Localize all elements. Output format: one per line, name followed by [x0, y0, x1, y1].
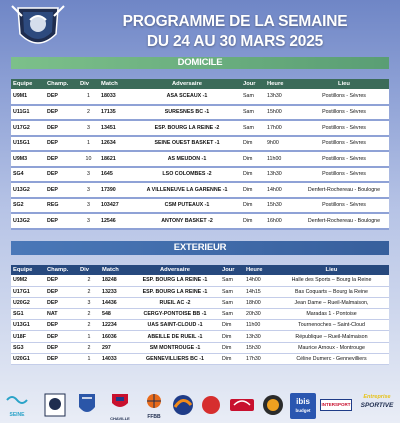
- away-cell-division: 2: [78, 309, 100, 320]
- away-cell-day: Sam: [220, 286, 244, 297]
- home-cell-opponent: ANTONY BASKET -2: [133, 213, 241, 229]
- home-cell-match-number: 17135: [99, 105, 133, 121]
- table-row: [11, 182, 389, 198]
- home-col-time: Heure: [265, 79, 299, 89]
- home-cell-division: 3: [78, 120, 99, 136]
- home-cell-team: SG4: [11, 167, 45, 183]
- home-cell-team: U9M1: [11, 89, 45, 105]
- table-row: [11, 151, 389, 167]
- away-cell-venue: Céline Dumerc - Gennevilliers: [274, 353, 389, 364]
- away-col-championship: Champ.: [45, 265, 78, 275]
- away-cell-championship: DEP: [45, 331, 78, 342]
- table-row: [11, 167, 389, 183]
- wave-icon: [6, 393, 28, 407]
- home-cell-venue: Postillons - Sèvres: [299, 198, 389, 214]
- away-cell-team: U20G2: [11, 297, 45, 308]
- away-cell-division: 2: [78, 320, 100, 331]
- home-cell-match-number: 18033: [99, 89, 133, 105]
- away-cell-opponent: CERGY-PONTOISE BB -1: [130, 309, 220, 320]
- intersport-logo: INTERSPORT: [320, 399, 352, 411]
- away-col-team: Equipe: [11, 265, 45, 275]
- table-row: [11, 198, 389, 214]
- table-row: [11, 136, 389, 152]
- away-cell-division: 2: [78, 286, 100, 297]
- home-cell-day: Sam: [241, 105, 265, 121]
- away-cell-match-number: 548: [100, 309, 130, 320]
- home-cell-match-number: 18621: [99, 151, 133, 167]
- away-cell-championship: DEP: [45, 297, 78, 308]
- away-cell-division: 1: [78, 331, 100, 342]
- away-cell-day: Dim: [220, 331, 244, 342]
- away-col-venue: Lieu: [274, 265, 389, 275]
- table-row: [11, 331, 389, 342]
- away-cell-day: Dim: [220, 353, 244, 364]
- home-cell-division: 1: [78, 89, 99, 105]
- away-col-time: Heure: [244, 265, 274, 275]
- away-cell-time: 11h00: [244, 320, 274, 331]
- home-cell-time: 14h00: [265, 182, 299, 198]
- basketball-icon: [142, 393, 166, 409]
- away-cell-time: 13h30: [244, 331, 274, 342]
- away-cell-venue: Maradas 1 - Pontoise: [274, 309, 389, 320]
- seine-logo: SEINE: [6, 393, 28, 417]
- home-cell-match-number: 12546: [99, 213, 133, 229]
- home-cell-championship: DEP: [45, 89, 78, 105]
- home-cell-division: 3: [78, 213, 99, 229]
- chaville-logo: CHAVILLE: [108, 393, 132, 417]
- away-cell-team: U18F: [11, 331, 45, 342]
- away-cell-venue: Maurice Arnoux - Montrouge: [274, 342, 389, 353]
- away-cell-opponent: GENNEVILLIERS BC -1: [130, 353, 220, 364]
- away-cell-venue: Bas Coquarts – Bourg la Reine: [274, 286, 389, 297]
- away-schedule-table: [11, 265, 389, 365]
- away-cell-championship: NAT: [45, 309, 78, 320]
- home-cell-time: 15h00: [265, 105, 299, 121]
- home-cell-team: U15G1: [11, 136, 45, 152]
- home-col-venue: Lieu: [299, 79, 389, 89]
- home-cell-day: Dim: [241, 151, 265, 167]
- away-cell-opponent: ABEILLE DE RUEIL -1: [130, 331, 220, 342]
- away-cell-opponent: ESP. BOURG LA REINE -1: [130, 275, 220, 286]
- round-badge-logo: [262, 393, 284, 417]
- away-cell-match-number: 14436: [100, 297, 130, 308]
- away-cell-match-number: 297: [100, 342, 130, 353]
- away-cell-championship: DEP: [45, 286, 78, 297]
- home-cell-venue: Denfert-Rochereau - Boulogne: [299, 213, 389, 229]
- away-cell-venue: Jean Dame – Rueil-Malmaison,: [274, 297, 389, 308]
- home-cell-time: 13h30: [265, 89, 299, 105]
- table-row: [11, 309, 389, 320]
- home-cell-time: 13h30: [265, 167, 299, 183]
- section-home-header: DOMICILE: [11, 57, 389, 69]
- home-cell-championship: DEP: [45, 105, 78, 121]
- home-col-opponent: Adversaire: [133, 79, 241, 89]
- home-cell-day: Dim: [241, 198, 265, 214]
- away-cell-division: 1: [78, 353, 100, 364]
- away-cell-day: Sam: [220, 309, 244, 320]
- away-cell-team: SG3: [11, 342, 45, 353]
- away-cell-team: SG1: [11, 309, 45, 320]
- away-table-header: [11, 265, 389, 275]
- home-cell-opponent: AS MEUDON -1: [133, 151, 241, 167]
- sportive-logo: Entreprise SPORTIVE: [360, 394, 394, 409]
- away-cell-match-number: 14033: [100, 353, 130, 364]
- home-cell-division: 3: [78, 198, 99, 214]
- home-cell-day: Dim: [241, 167, 265, 183]
- away-cell-time: 14h00: [244, 275, 274, 286]
- away-cell-venue: Halle des Sports – Bourg la Reine: [274, 275, 389, 286]
- home-cell-venue: Postillons - Sèvres: [299, 89, 389, 105]
- table-row: [11, 120, 389, 136]
- home-cell-day: Sam: [241, 120, 265, 136]
- away-cell-venue: République – Rueil-Malmaison: [274, 331, 389, 342]
- away-cell-championship: DEP: [45, 320, 78, 331]
- away-col-match-number: Match: [100, 265, 130, 275]
- away-col-division: Div: [78, 265, 100, 275]
- home-cell-team: U13G2: [11, 213, 45, 229]
- home-cell-opponent: ASA SCEAUX -1: [133, 89, 241, 105]
- home-cell-match-number: 12634: [99, 136, 133, 152]
- home-cell-opponent: SEINE OUEST BASKET -1: [133, 136, 241, 152]
- home-cell-division: 1: [78, 136, 99, 152]
- home-cell-opponent: SURESNES BC -1: [133, 105, 241, 121]
- crest-logo-1: [44, 393, 66, 417]
- away-cell-match-number: 18248: [100, 275, 130, 286]
- away-cell-opponent: SM MONTROUGE -1: [130, 342, 220, 353]
- home-cell-championship: DEP: [45, 182, 78, 198]
- away-col-day: Jour: [220, 265, 244, 275]
- away-cell-opponent: UAS SAINT-CLOUD -1: [130, 320, 220, 331]
- away-cell-team: U13G1: [11, 320, 45, 331]
- home-cell-division: 2: [78, 105, 99, 121]
- home-cell-match-number: 103427: [99, 198, 133, 214]
- away-cell-match-number: 13233: [100, 286, 130, 297]
- table-row: [11, 213, 389, 229]
- home-cell-team: U11G1: [11, 105, 45, 121]
- home-cell-team: U13G2: [11, 182, 45, 198]
- chaville-shield-icon: [108, 393, 132, 411]
- home-cell-venue: Postillons - Sèvres: [299, 105, 389, 121]
- home-cell-match-number: 13451: [99, 120, 133, 136]
- home-col-division: Div: [78, 79, 99, 89]
- away-cell-division: 2: [78, 275, 100, 286]
- home-table-header: [11, 79, 389, 89]
- home-cell-team: U9M3: [11, 151, 45, 167]
- red-circle-logo: [200, 393, 222, 417]
- away-cell-opponent: ESP. BOURG LA REINE -1: [130, 286, 220, 297]
- table-row: [11, 342, 389, 353]
- home-cell-opponent: ESP. BOURG LA REINE -2: [133, 120, 241, 136]
- away-cell-time: 18h00: [244, 297, 274, 308]
- home-cell-venue: Postillons - Sèvres: [299, 136, 389, 152]
- table-row: [11, 297, 389, 308]
- home-cell-venue: Postillons - Sèvres: [299, 167, 389, 183]
- ibis-budget-logo: ibis budget: [290, 393, 316, 419]
- table-row: [11, 353, 389, 364]
- page-title: [70, 12, 400, 52]
- table-row: [11, 286, 389, 297]
- away-cell-time: 17h30: [244, 353, 274, 364]
- red-script-logo: [228, 393, 256, 417]
- home-cell-venue: Postillons - Sèvres: [299, 151, 389, 167]
- home-cell-day: Sam: [241, 89, 265, 105]
- home-cell-day: Dim: [241, 136, 265, 152]
- home-cell-championship: DEP: [45, 120, 78, 136]
- home-cell-championship: DEP: [45, 136, 78, 152]
- home-cell-time: 15h30: [265, 198, 299, 214]
- home-cell-division: 10: [78, 151, 99, 167]
- home-cell-time: 17h00: [265, 120, 299, 136]
- home-cell-opponent: CSM PUTEAUX -1: [133, 198, 241, 214]
- table-row: [11, 89, 389, 105]
- away-cell-championship: DEP: [45, 353, 78, 364]
- away-cell-day: Dim: [220, 320, 244, 331]
- away-cell-day: Dim: [220, 342, 244, 353]
- orange-swirl-logo: [170, 393, 196, 417]
- away-cell-opponent: RUEIL AC -2: [130, 297, 220, 308]
- away-cell-venue: Tournenoches – Saint-Cloud: [274, 320, 389, 331]
- away-cell-team: U9M2: [11, 275, 45, 286]
- away-cell-match-number: 16036: [100, 331, 130, 342]
- home-col-team: Equipe: [11, 79, 45, 89]
- home-col-championship: Champ.: [45, 79, 78, 89]
- home-cell-venue: Denfert-Rochereau - Boulogne: [299, 182, 389, 198]
- sponsor-logos: [4, 393, 400, 421]
- home-cell-championship: REG: [45, 198, 78, 214]
- title-line-2: DU 24 AU 30 MARS 2025: [146, 33, 324, 50]
- away-cell-team: U20G1: [11, 353, 45, 364]
- table-row: [11, 320, 389, 331]
- home-cell-division: 3: [78, 182, 99, 198]
- club-logo: [8, 2, 68, 54]
- home-cell-championship: DEP: [45, 151, 78, 167]
- section-away-header: EXTERIEUR: [11, 241, 389, 255]
- ffbb-logo: FFBB: [142, 393, 166, 417]
- away-cell-time: 20h30: [244, 309, 274, 320]
- crest-logo-2: [78, 393, 96, 417]
- home-cell-time: 9h00: [265, 136, 299, 152]
- away-cell-championship: DEP: [45, 342, 78, 353]
- home-cell-team: U17G2: [11, 120, 45, 136]
- home-cell-division: 3: [78, 167, 99, 183]
- home-cell-championship: DEP: [45, 213, 78, 229]
- away-cell-day: Sam: [220, 275, 244, 286]
- home-cell-opponent: LSO COLOMBES -2: [133, 167, 241, 183]
- home-col-day: Jour: [241, 79, 265, 89]
- away-cell-time: 15h30: [244, 342, 274, 353]
- away-cell-division: 3: [78, 297, 100, 308]
- home-cell-championship: DEP: [45, 167, 78, 183]
- home-cell-team: SG2: [11, 198, 45, 214]
- title-line-1: PROGRAMME DE LA SEMAINE: [122, 13, 348, 30]
- home-cell-day: Dim: [241, 213, 265, 229]
- table-row: [11, 105, 389, 121]
- home-cell-time: 16h00: [265, 213, 299, 229]
- home-cell-match-number: 17390: [99, 182, 133, 198]
- home-cell-venue: Postillons - Sèvres: [299, 120, 389, 136]
- away-cell-day: Sam: [220, 297, 244, 308]
- away-col-opponent: Adversaire: [130, 265, 220, 275]
- home-cell-day: Dim: [241, 182, 265, 198]
- away-cell-time: 14h15: [244, 286, 274, 297]
- away-cell-division: 2: [78, 342, 100, 353]
- table-row: [11, 275, 389, 286]
- away-cell-team: U17G1: [11, 286, 45, 297]
- home-cell-time: 11h00: [265, 151, 299, 167]
- away-cell-championship: DEP: [45, 275, 78, 286]
- home-cell-match-number: 1645: [99, 167, 133, 183]
- home-cell-opponent: A VILLENEUVE LA GARENNE -1: [133, 182, 241, 198]
- home-schedule-table: [11, 79, 389, 230]
- away-cell-match-number: 12234: [100, 320, 130, 331]
- home-col-match-number: Match: [99, 79, 133, 89]
